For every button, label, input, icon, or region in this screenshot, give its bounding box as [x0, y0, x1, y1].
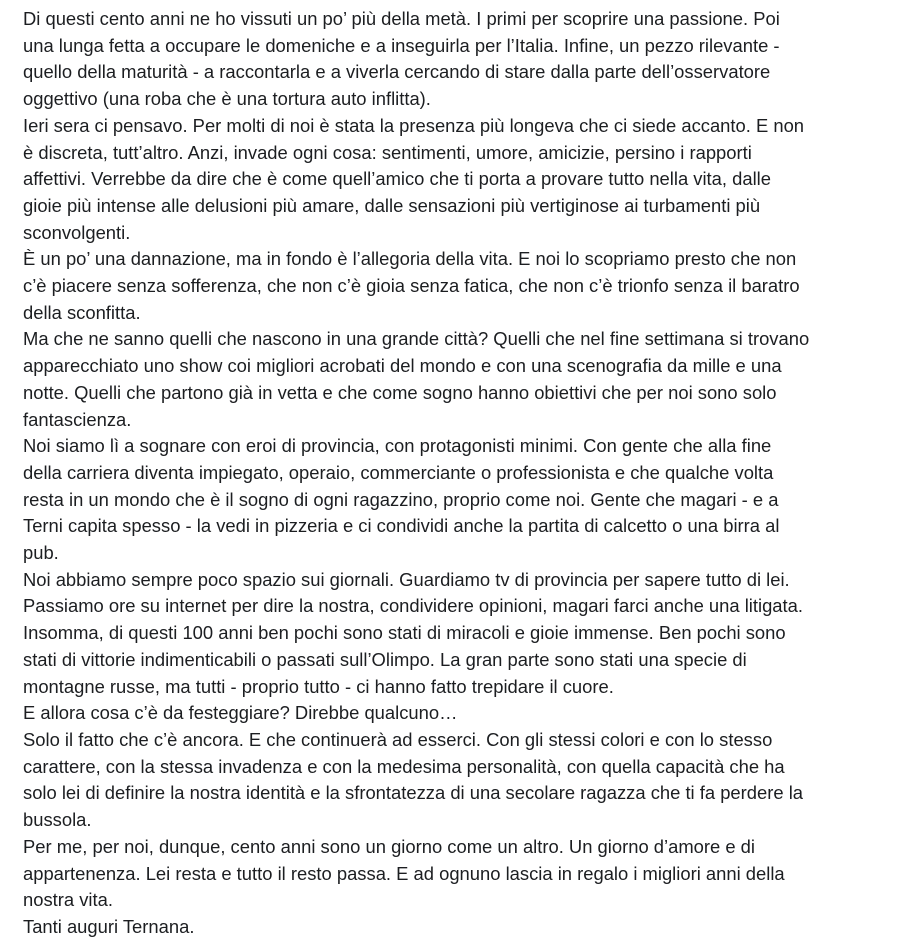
- post-line: è discreta, tutt’altro. Anzi, invade ogni cosa: sentimenti, umore, amicizie, persino i rapporti: [23, 141, 752, 163]
- post-line: carattere, con la stessa invadenza e con la medesima personalità, con quella capacità che ha: [23, 755, 785, 777]
- post-line: oggettivo (una roba che è una tortura auto inflitta).: [23, 88, 431, 110]
- post-line: montagne russe, ma tutti - proprio tutto - ci hanno fatto trepidare il cuore.: [23, 675, 614, 697]
- post-line: bussola.: [23, 809, 92, 831]
- post-line: Noi abbiamo sempre poco spazio sui giornali. Guardiamo tv di provincia per sapere tutto di lei.: [23, 568, 790, 590]
- post-line: Di questi cento anni ne ho vissuti un po’ più della metà. I primi per scoprire una passione. Poi: [23, 8, 780, 29]
- post-line: della sconfitta.: [23, 301, 141, 323]
- post-line: solo lei di definire la nostra identità e la sfrontatezza di una secolare ragazza che ti fa perdere la: [23, 782, 804, 804]
- post-line: fantascienza.: [23, 408, 132, 430]
- post-line: nostra vita.: [23, 889, 113, 911]
- post-line: È un po’ una dannazione, ma in fondo è l’allegoria della vita. E noi lo scopriamo presto che non: [23, 248, 797, 270]
- post-line: affettivi. Verrebbe da dire che è come quell’amico che ti porta a provare tutto nella vita, dalle: [23, 168, 771, 190]
- post-signoff: Tanti auguri Ternana.: [23, 915, 195, 937]
- post-line: Ieri sera ci pensavo. Per molti di noi è stata la presenza più longeva che ci siede accanto. E non: [23, 114, 805, 136]
- post-line: Solo il fatto che c’è ancora. E che continuerà ad esserci. Con gli stessi colori e con lo stesso: [23, 728, 773, 750]
- post-line: Noi siamo lì a sognare con eroi di provincia, con protagonisti minimi. Con gente che alla fine: [23, 435, 772, 457]
- post-line: una lunga fetta a occupare le domeniche e a inseguirla per l’Italia. Infine, un pezzo rilevante -: [23, 34, 780, 56]
- post-line: Terni capita spesso - la vedi in pizzeria e ci condividi anche la partita di calcetto o una birra al: [23, 515, 780, 537]
- post-line: notte. Quelli che partono già in vetta e che come sogno hanno obiettivi che per noi sono solo: [23, 381, 777, 403]
- post-line: c’è piacere senza sofferenza, che non c’è gioia senza fatica, che non c’è trionfo senza il baratro: [23, 275, 800, 297]
- post-line: Insomma, di questi 100 anni ben pochi sono stati di miracoli e gioie immense. Ben pochi sono: [23, 622, 786, 644]
- post-line: apparecchiato uno show coi migliori acrobati del mondo e con una scenografia da mille e una: [23, 355, 782, 377]
- post-line: resta in un mondo che è il sogno di ogni ragazzino, proprio come noi. Gente che magari - e a: [23, 488, 779, 510]
- post-line: quello della maturità - a raccontarla e a viverla cercando di stare dalla parte dell’osservatore: [23, 61, 771, 83]
- post-line: Ma che ne sanno quelli che nascono in una grande città? Quelli che nel fine settimana si trovano: [23, 328, 810, 350]
- post-line: della carriera diventa impiegato, operaio, commerciante o professionista e che qualche volta: [23, 461, 774, 483]
- post-line: Per me, per noi, dunque, cento anni sono un giorno come un altro. Un giorno d’amore e di: [23, 835, 755, 857]
- post-line: appartenenza. Lei resta e tutto il resto passa. E ad ognuno lascia in regalo i migliori anni della: [23, 862, 785, 884]
- post-line: stati di vittorie indimenticabili o passati sull’Olimpo. La gran parte sono stati una specie di: [23, 648, 747, 670]
- post-line: E allora cosa c’è da festeggiare? Direbbe qualcuno…: [23, 702, 458, 724]
- post-line: pub.: [23, 542, 59, 564]
- post-line: sconvolgenti.: [23, 221, 131, 243]
- post-line: gioie più intense alle delusioni più amare, dalle sensazioni più vertiginose ai turbamenti più: [23, 194, 761, 216]
- post-line: Passiamo ore su internet per dire la nostra, condividere opinioni, magari farci anche una litigata.: [23, 595, 803, 617]
